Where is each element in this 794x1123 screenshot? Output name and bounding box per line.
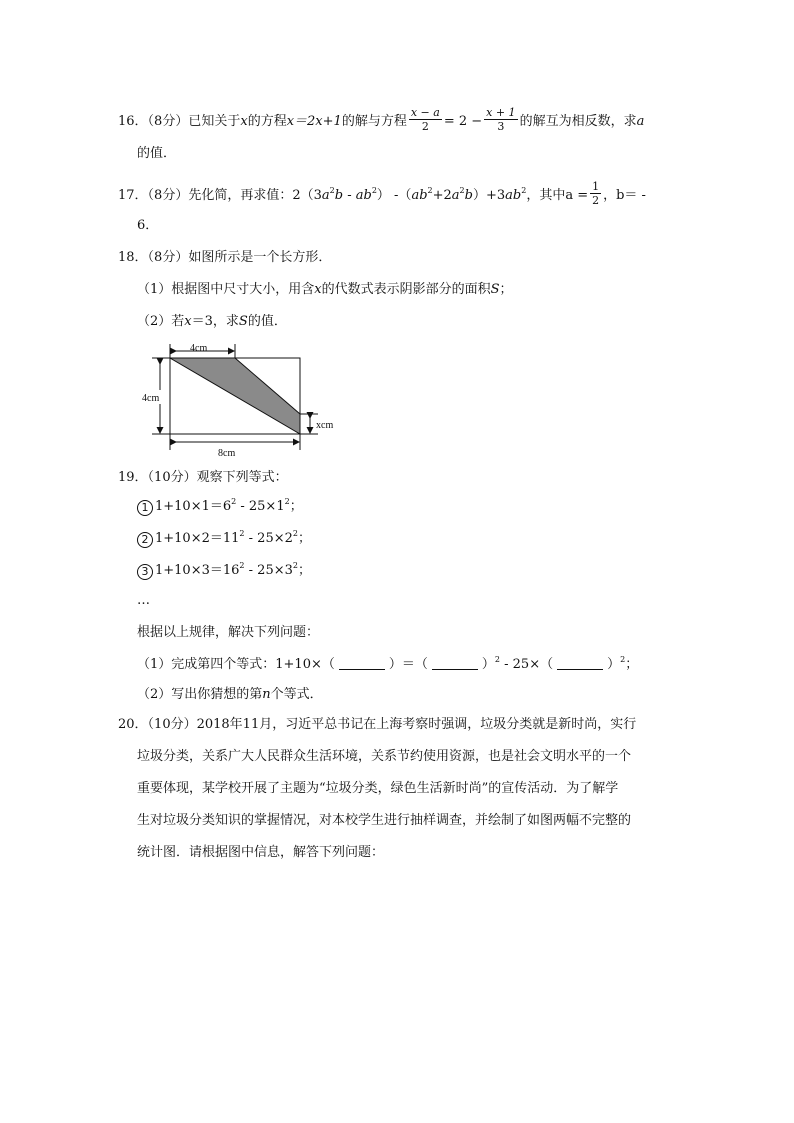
shaded-region	[170, 358, 300, 434]
circled-number-2: 2	[137, 532, 153, 548]
q17-fraction-half: $\frac{1}{2}$	[592, 180, 600, 207]
q20-line1: 20．（10分）2018年11月，习近平总书记在上海考察时强调，垃圾分类就是新时尚，实行	[118, 717, 637, 732]
q20-line3: 重要体现，某学校开展了主题为“垃圾分类，绿色生活新时尚”的宣传活动．为了解学	[137, 781, 619, 796]
q16-fraction2: $\frac{x + 1}{3}$	[486, 106, 516, 133]
q20-number: 20．（10分）	[118, 717, 197, 732]
answer-blank-3[interactable]	[557, 657, 603, 670]
top-dimension-label: 4cm	[190, 343, 208, 354]
q17-line2: 6．	[137, 218, 159, 233]
q19-line1: 19．（10分）观察下列等式：	[118, 470, 288, 485]
q18-part2: （2）若x＝3，求S的值．	[137, 314, 287, 329]
q19-ellipsis: …	[137, 593, 150, 608]
q19-number: 19．（10分）	[118, 470, 197, 485]
q16-fraction1: $\frac{x - a}{2}$	[410, 106, 440, 133]
q17-number: 17．（8分）	[118, 188, 189, 203]
q20-line4: 生对垃圾分类知识的掌握情况，对本校学生进行抽样调查，并绘制了如图两幅不完整的	[137, 813, 632, 828]
q16-line1: 16．（8分）已知关于x的方程x＝2x+1的解与方程 $\frac{x - a}{2}$ = 2 − $\frac{x + 1}{3}$ 的解互为相反数，求a	[118, 106, 645, 133]
q19-eq3: 3 $1+10\times 3=16^2 - 25\times 3^2$；	[137, 562, 311, 580]
answer-blank-2[interactable]	[432, 657, 478, 670]
right-dimension-label: xcm	[316, 420, 334, 431]
q16-equation1: x＝2x+1	[286, 114, 342, 129]
q19-rule: 根据以上规律，解决下列问题：	[137, 625, 320, 640]
q20-line2: 垃圾分类，关系广大人民群众生活环境，关系节约使用资源，也是社会文明水平的一个	[137, 749, 632, 764]
q16-number: 16．（8分）	[118, 114, 189, 129]
q19-eq1: 1 $1+10\times 1=6^2 - 25\times 1^2$；	[137, 498, 303, 516]
q17-line1: 17．（8分）先化简，再求值：$2(3a^2b - ab^2)$ $-(ab^2+2a^2b)+3ab^2$，其中a = $\frac{1}{2}$ ，b＝ -	[118, 180, 646, 207]
q19-part1: （1）完成第四个等式：1+10×（ ）＝（ ）$^2$ - 25×（ ）$^2$；	[137, 655, 639, 672]
q18-number: 18．（8分）	[118, 250, 189, 265]
circled-number-3: 3	[137, 564, 153, 580]
q16-line2: 的值．	[137, 146, 177, 161]
q18-line1: 18．（8分）如图所示是一个长方形．	[118, 250, 332, 265]
q19-part2: （2）写出你猜想的第n个等式．	[137, 687, 323, 702]
left-dimension-label: 4cm	[142, 393, 160, 404]
rectangle-diagram	[136, 338, 346, 462]
bottom-dimension-label: 8cm	[218, 448, 236, 459]
circled-number-1: 1	[137, 500, 153, 516]
answer-blank-1[interactable]	[339, 657, 385, 670]
q19-eq2: 2 $1+10\times 2=11^2 - 25\times 2^2$；	[137, 530, 311, 548]
rectangle-figure	[136, 338, 346, 466]
q18-part1: （1）根据图中尺寸大小，用含x的代数式表示阴影部分的面积S；	[137, 282, 513, 297]
q20-line5: 统计图．请根据图中信息，解答下列问题：	[137, 845, 385, 860]
